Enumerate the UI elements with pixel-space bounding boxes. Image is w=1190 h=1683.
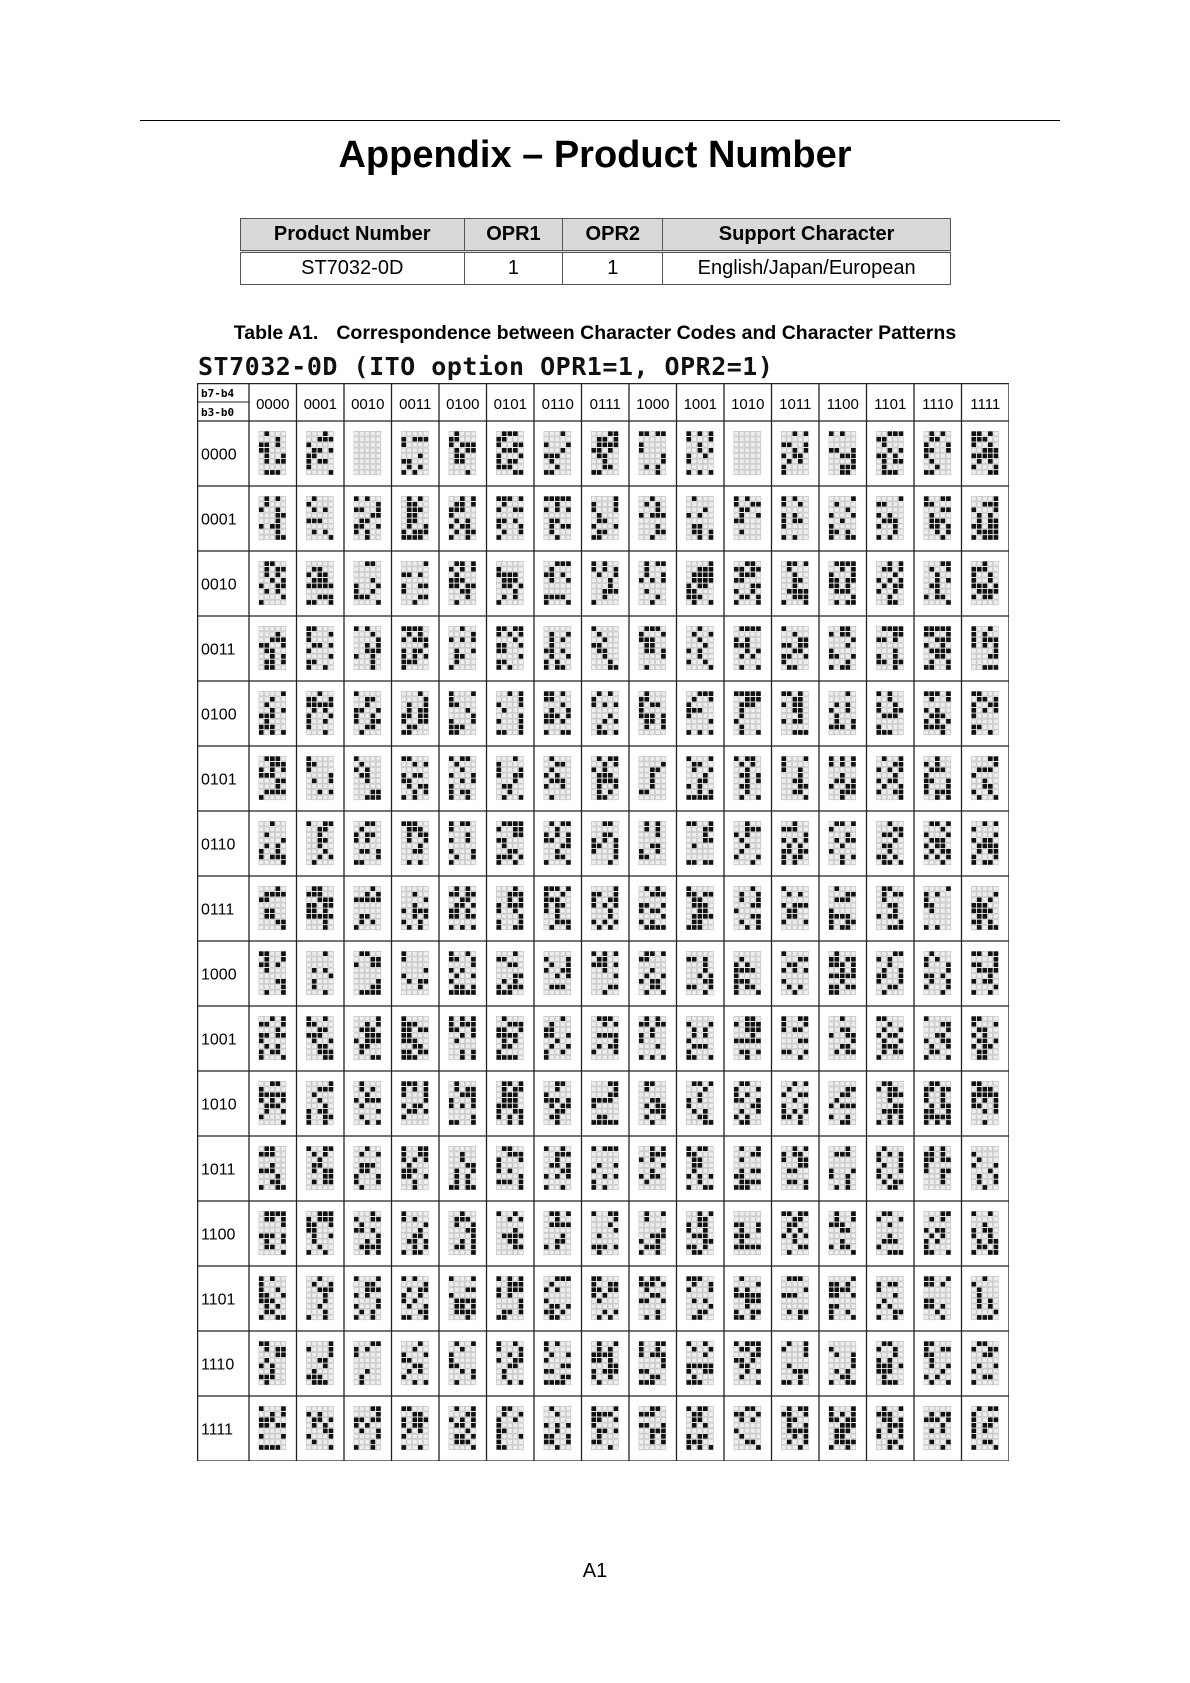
column-code-label: 0111 xyxy=(589,396,621,413)
product-table-header-row xyxy=(241,219,951,252)
header-opr1: OPR1 xyxy=(464,219,563,252)
row-code-label: 0100 xyxy=(201,706,237,724)
row-code-label: 0001 xyxy=(201,511,237,529)
table-row xyxy=(241,252,951,285)
character-code-table xyxy=(197,383,1009,1461)
row-code-label: 1011 xyxy=(201,1161,236,1179)
column-code-label: 0000 xyxy=(256,396,290,413)
row-code-label: 1110 xyxy=(201,1356,235,1374)
column-code-label: 0001 xyxy=(303,396,337,413)
column-code-label: 1011 xyxy=(779,396,812,413)
corner-label-b7-b4: b7-b4 xyxy=(201,387,235,400)
column-code-label: 0011 xyxy=(399,396,432,413)
caption-label: Table A1. xyxy=(233,322,319,344)
column-code-label: 0010 xyxy=(351,396,385,413)
page-number: A1 xyxy=(582,1560,608,1582)
caption-text: Correspondence between Character Codes and Character Patterns xyxy=(336,322,957,344)
column-code-label: 0101 xyxy=(493,396,527,413)
row-code-label: 1010 xyxy=(201,1096,237,1114)
column-code-label: 1000 xyxy=(636,396,670,413)
row-code-label: 1101 xyxy=(201,1291,236,1309)
row-code-label: 0110 xyxy=(201,836,236,854)
header-product-number: Product Number xyxy=(241,219,465,252)
column-code-label: 1101 xyxy=(874,396,907,413)
corner-label-b3-b0: b3-b0 xyxy=(201,406,235,419)
row-code-label: 1000 xyxy=(201,966,237,984)
header-support-character: Support Character xyxy=(663,219,951,252)
cell-opr1: 1 xyxy=(464,252,563,285)
character-table-title: ST7032-0D (ITO option OPR1=1, OPR2=1) xyxy=(198,352,774,381)
cell-support-character: English/Japan/European xyxy=(663,252,951,285)
row-code-label: 0111 xyxy=(201,901,235,919)
row-code-label: 0011 xyxy=(201,641,236,659)
cell-opr2: 1 xyxy=(563,252,663,285)
column-code-label: 1111 xyxy=(970,396,1001,413)
cell-product-number: ST7032-0D xyxy=(241,252,465,285)
column-code-label: 1100 xyxy=(826,396,859,413)
column-code-label: 1001 xyxy=(683,396,717,413)
product-table xyxy=(240,218,951,285)
header-opr2: OPR2 xyxy=(563,219,663,252)
row-code-label: 1100 xyxy=(201,1226,236,1244)
row-code-label: 1111 xyxy=(201,1421,234,1439)
column-code-label: 1110 xyxy=(922,396,954,413)
top-rule xyxy=(140,120,1060,121)
row-code-label: 0000 xyxy=(201,446,237,464)
row-code-label: 1001 xyxy=(201,1031,237,1049)
column-code-label: 0100 xyxy=(446,396,480,413)
page-title: Appendix – Product Number xyxy=(338,134,852,176)
table-caption xyxy=(0,322,1190,345)
column-code-label: 0110 xyxy=(541,396,574,413)
row-code-label: 0010 xyxy=(201,576,237,594)
row-code-label: 0101 xyxy=(201,771,237,789)
column-code-label: 1010 xyxy=(731,396,765,413)
